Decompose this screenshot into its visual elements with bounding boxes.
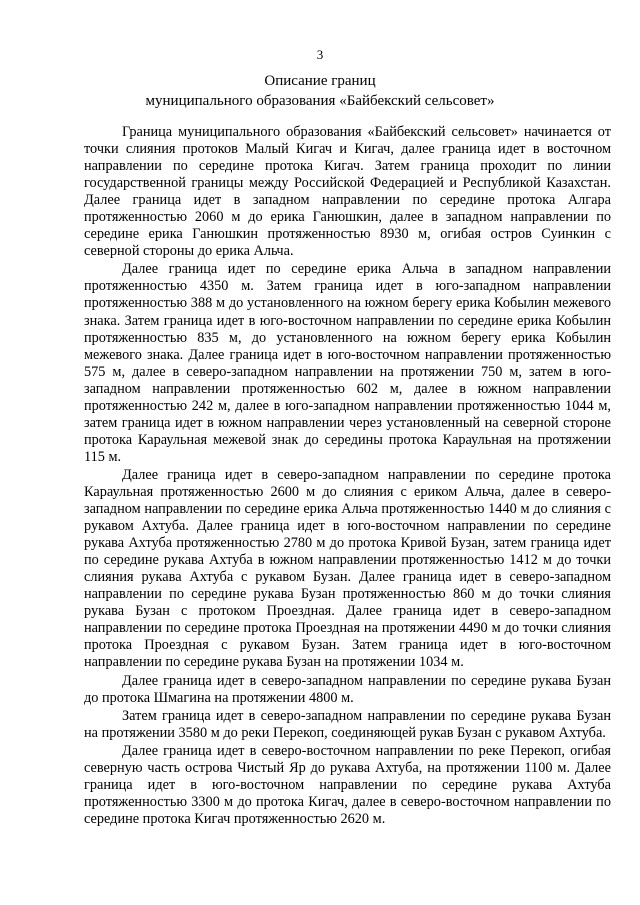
title-line-2: муниципального образования «Байбекский сельсовет» — [145, 93, 495, 109]
document-body — [84, 124, 611, 828]
paragraph: Далее граница идет в северо-западном направлении по середине рукава Бузан до протока Шмагина на протяжении 4800 м. — [84, 672, 611, 706]
paragraph: Граница муниципального образования «Байбекский сельсовет» начинается от точки слияния протоков Малый Кигач и Кигач, далее граница идет в восточном направлении по середине протока Кигач. Затем граница проходит по линии государственной границы между Российской Федерацией и Республикой Казахстан. Далее граница идет в западном направлении по середине протока Алгара протяженностью 2060 м до ерика Ганюшкин, далее в западном направлении по середине ерика Ганюшкин протяженностью 8930 м, огибая остров Суинкин с северной стороны до ерика Альча. — [84, 124, 611, 260]
paragraph: Далее граница идет в северо-восточном направлении по реке Перекоп, огибая северную часть острова Чистый Яр до рукава Ахтуба, на протяжении 1100 м. Далее граница идет в юго-восточном направлении по середине рукава Ахтуба протяженностью 3300 м до протока Кигач, далее в северо-восточном направлении по середине протока Кигач протяженностью 2620 м. — [84, 742, 611, 827]
paragraph: Далее граница идет по середине ерика Альча в западном направлении протяженностью 4350 м. Затем граница идет в юго-западном направлении протяженностью 388 м до установленного на южном берегу ерика Кобылин межевого знака. Затем граница идет в юго-восточном направлении по середине ерика Кобылин протяженностью 835 м, до установленного на южном берегу ерика Кобылин межевого знака. Далее граница идет в юго-восточном направлении протяженностью 575 м, далее в северо-западном направлении на протяжении 750 м, затем в юго-западном направлении протяженностью 602 м, далее в южном направлении протяженностью 242 м, далее в юго-западном направлении протяженностью 1044 м, затем граница идет в южном направлении через установленный на северной стороне протока Караульная межевой знак до середины протока Караульная на протяжении 115 м. — [84, 261, 611, 465]
paragraph: Далее граница идет в северо-западном направлении по середине протока Караульная протяженностью 2600 м до слияния с ериком Альча, далее в северо-западном направлении по середине ерика Альча протяженностью 1440 м до слияния с рукавом Ахтуба. Далее граница идет в юго-восточном направлении по середине рукава Ахтуба протяженностью 2780 м до протока Кривой Бузан, затем граница идет по середине рукава Ахтуба в южном направлении протяженностью 1412 м до точки слияния рукава Ахтуба с рукавом Бузан. Далее граница идет в северо-западном направлении по середине рукава Бузан протяженностью 860 м до точки слияния рукава Бузан с протоком Проездная. Далее граница идет в северо-западном направлении по середине протока Проездная на протяжении 4490 м до точки слияния протока Проездная с рукавом Бузан. Затем граница идет в юго-восточном направлении по середине рукава Бузан на протяжении 1034 м. — [84, 466, 611, 671]
title-line-1: Описание границ — [264, 73, 376, 89]
paragraph: Затем граница идет в северо-западном направлении по середине рукава Бузан на протяжении 3580 м до реки Перекоп, соединяющей рукав Бузан с рукавом Ахтуба. — [84, 707, 611, 741]
page-number: 3 — [316, 47, 324, 62]
document-title — [0, 71, 640, 111]
